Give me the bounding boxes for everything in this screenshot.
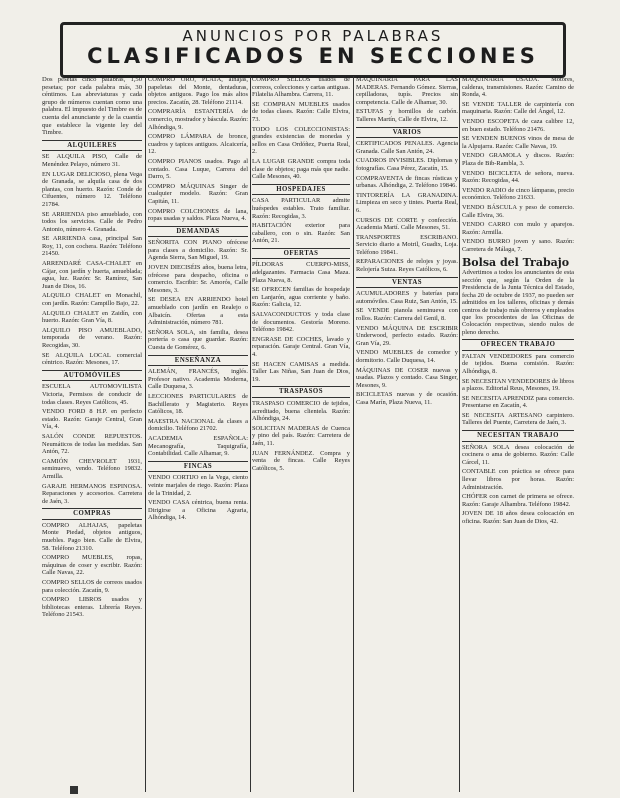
ad-item: VENDO BICICLETA de señora, nueva. Razón: Recogidas, 44. xyxy=(462,169,574,185)
ad-item: SE VENDEN BUENOS vinos de mesa de la Alpujarra. Razón: Calle Navas, 19. xyxy=(462,135,574,150)
ad-item: MAESTRA NACIONAL da clases a domicilio. Teléfono 21702. xyxy=(148,417,248,433)
ad-item: CUADROS INVISIBLES. Diplomas y fotografías. Casa Pérez, Zacatín, 15. xyxy=(356,157,458,172)
classifieds-banner xyxy=(60,22,566,78)
ad-item: REPARACIONES de relojes y joyas. Relojería Suiza. Reyes Católicos, 6. xyxy=(356,258,458,274)
ad-item: LA LUGAR GRANDE compra toda clase de objetos; paga más que nadie. Calle Mesones, 40. xyxy=(252,157,350,181)
section-heading-necesitan-trabajo: NECESITAN TRABAJO xyxy=(462,430,574,442)
ad-item: SE COMPRAN MUEBLES usados de todas clases. Razón: Calle Elvira, 73. xyxy=(252,100,350,123)
ad-item: ACUMULADORES y baterías para automóviles. Casa Ruiz, San Antón, 15. xyxy=(356,290,458,305)
column-4 xyxy=(356,76,458,792)
ad-item: COMPRO ALHAJAS, papeletas Monte Piedad, objetos antiguos, muebles. Pago bien. Calle de Elvira, 58. Teléfono 21310. xyxy=(42,521,142,552)
ad-item: ALQUILO CHALET en Monachil, con jardín. Razón: Campillo Bajo, 22. xyxy=(42,292,142,308)
ad-item: COMPRO SELLOS usados de correos, colecciones y cartas antiguas. Filatelia Alhambra. Carrera, 11. xyxy=(252,76,350,99)
section-heading-fincas: FINCAS xyxy=(148,461,248,473)
column-5 xyxy=(462,76,574,792)
ad-item: FALTAN VENDEDORES para comercio de tejidos. Buena comisión. Razón: Alhóndiga, 8. xyxy=(462,352,574,375)
ad-item: SE ARRIENDA piso amueblado, con todos los servicios. Calle de Pedro Antonio, número 4. Granada. xyxy=(42,210,142,233)
column-rule xyxy=(250,76,251,792)
ad-item: HABITACIÓN exterior para caballero, con o sin. Razón: San Antón, 21. xyxy=(252,222,350,245)
ad-item: TRASPASO COMERCIO de tejidos, acreditado, buena clientela. Razón: Alhóndiga, 24. xyxy=(252,399,350,423)
ad-item: TODO LOS COLECCIONISTAS: grandes existencias de monedas y sellos en Casa Ordóñez, Puerta Real, 2. xyxy=(252,125,350,156)
banner-line-1: ANUNCIOS POR PALABRAS xyxy=(182,27,444,45)
ad-item: MÁQUINAS DE COSER nuevas y usadas. Plazos y contado. Casa Singer, Mesones, 9. xyxy=(356,366,458,389)
ad-item: BICICLETAS nuevas y de ocasión. Casa Marín, Plaza Nueva, 11. xyxy=(356,391,458,406)
ad-item: GARAJE HERMANOS ESPINOSA. Reparaciones y accesorios. Carretera de Jaén, 3. xyxy=(42,482,142,505)
column-rule xyxy=(459,76,460,792)
ad-item: ALEMÁN, FRANCÉS, inglés. Profesor nativo. Academia Moderna, Calle Duquesa, 3. xyxy=(148,368,248,391)
ad-item: TRANSPORTES ESCRIBANO. Servicio diario a Motril, Guadix, Loja. Teléfono 19841. xyxy=(356,233,458,256)
column-rule xyxy=(353,76,354,792)
ad-item: MAQUINARIA USADA. Motores, calderas, transmisiones. Razón: Camino de Ronda, 4. xyxy=(462,76,574,99)
ad-item: VENDO CASA céntrica, buena renta. Dirigirse a Oficina Agraria, Alhóndiga, 14. xyxy=(148,499,248,522)
section-heading-traspasos: TRASPASOS xyxy=(252,386,350,398)
section-heading-compras: COMPRAS xyxy=(42,508,142,520)
column-3 xyxy=(252,76,350,792)
section-heading-demandas: DEMANDAS xyxy=(148,226,248,238)
labor-exchange-title: Bolsa del Trabajo xyxy=(462,256,570,270)
ad-item: EN LUGAR DELICIOSO, plena Vega de Granada, se alquila casa de dos plantas, con huerto. Razón: Conde de Cifuentes, número 12. Teléfono 21784. xyxy=(42,170,142,208)
ad-item: ALQUILO PISO AMUEBLADO, temporada de verano. Razón: Recogidas, 30. xyxy=(42,326,142,349)
ad-item: VENDO CARRO con mulo y aparejos. Razón: Armilla. xyxy=(462,221,574,236)
ad-item: VENDO MÁQUINA DE ESCRIBIR Underwood, perfecto estado. Razón: Gran Vía, 29. xyxy=(356,324,458,347)
ad-item: SE OFRECEN familias de hospedaje en Lanjarón, agua corriente y baño. Razón: Galicia, 12. xyxy=(252,286,350,309)
ad-item: CAMIÓN CHEVROLET 1931, seminuevo, vendo. Teléfono 19832. Armilla. xyxy=(42,457,142,480)
ad-item: ESCUELA AUTOMOVILISTA Victoria, Permisos de conducir de todas clases. Reyes Católicos, 45. xyxy=(42,383,142,406)
ad-item: CASA PARTICULAR admite huéspedes estables. Trato familiar. Razón: Recogidas, 3. xyxy=(252,197,350,220)
ad-item: JOVEN DE 18 años desea colocación en oficina. Razón: San Juan de Dios, 42. xyxy=(462,510,574,525)
ad-item: SE HACEN CAMISAS a medida. Taller Las Niñas, San Juan de Dios, 19. xyxy=(252,360,350,383)
ad-item: COMPRAVENTA de fincas rústicas y urbanas. Alhóndiga, 2. Teléfono 19846. xyxy=(356,174,458,190)
section-heading-automoviles: AUTOMÓVILES xyxy=(42,370,142,382)
column-1 xyxy=(42,76,142,792)
ad-item: SALÓN CONDE REPUESTOS. Neumáticos de todas las medidas. San Antón, 72. xyxy=(42,432,142,456)
column-rule xyxy=(145,76,146,792)
ad-item: SE DESEA EN ARRIENDO hotel amueblado con jardín en Realejo o Albaicín. Ofertas a esta Administración, número 781. xyxy=(148,296,248,327)
ad-item: ESTUFAS y hornillos de carbón. Talleres Martín, Calle de Elvira, 12. xyxy=(356,108,458,123)
ad-item: ARRENDARÉ CASA-CHALET en Cájar, con jardín y huerta, amueblada; agua, luz. Razón: Sr. Ramírez, San Juan de Dios, 16. xyxy=(42,260,142,290)
ad-item: SE ARRIENDA casa, principal San Roy, 11, con cochera. Razón: Teléfono 21450. xyxy=(42,235,142,258)
ad-item: COMPRO ORO, PLATA, alhajas, papeletas del Monte, dentaduras, objetos antiguos. Pago los más altos precios. Zacatín, 28. Teléfono 21114. xyxy=(148,76,248,106)
section-heading-varios: VARIOS xyxy=(356,127,458,139)
ad-item: SEÑORITA CON PIANO ofrécese para clases a domicilio. Razón: Sr. Agenda Sierra, San Miguel, 19. xyxy=(148,239,248,262)
ad-item: ENGRASE DE COCHES, lavado y reparación. Garaje Central. Gran Vía, 4. xyxy=(252,335,350,358)
ad-item: ALQUILO CHALET en Zaidín, con huerto. Razón: Gran Vía, 8. xyxy=(42,309,142,325)
ad-item: SE NECESITAN VENDEDORES de libros a plazos. Editorial Reus, Mesones, 19. xyxy=(462,377,574,393)
ad-item: VENDO BÁSCULA y peso de comercio. Calle Elvira, 36. xyxy=(462,203,574,219)
section-heading-alquileres: ALQUILERES xyxy=(42,140,142,152)
ad-item: COMPRO LIBROS usados y bibliotecas enteras. Librería Reyes. Teléfono 21543. xyxy=(42,596,142,619)
ad-item: VENDO FORD 8 H.P. en perfecto estado. Razón: Garaje Central, Gran Vía, 4. xyxy=(42,408,142,431)
ad-item: VENDO MUEBLES de comedor y dormitorio. Calle Duquesa, 14. xyxy=(356,349,458,364)
ad-item: SOLICITAN MADERAS de Cuenca y pino del país. Razón: Carretera de Jaén, 11. xyxy=(252,424,350,447)
ad-item: VENDO CORTIJO en la Vega, ciento veinte marjales de riego. Razón: Plaza de la Trinidad, 2. xyxy=(148,474,248,497)
ad-item: CURSOS DE CORTE y confección. Academia Martí. Calle Mesones, 51. xyxy=(356,216,458,232)
ad-item: COMPRO MÁQUINAS Singer de cualquier modelo. Razón: Gran Capitán, 11. xyxy=(148,182,248,205)
ad-item: TINTORERÍA LA GRANADINA. Limpieza en seco y tintes. Puerta Real, 6. xyxy=(356,191,458,214)
labor-exchange-notice: Advertimos a todos los anunciantes de esta sección que, según la Orden de la Presidencia de la Junta Técnica del Estado, fecha 20 de octubre de 1937, no pueden ser admitidos en los talleres, oficinas y demás centros de trabajo más obreros y empleados que los procedentes de las Oficinas de Colocación respectivas, siendo nulos de pleno derecho. xyxy=(462,269,574,336)
ad-item: VENDO BURRO joven y sano. Razón: Carretera de Málaga, 7. xyxy=(462,238,574,253)
ad-item: SEÑORA SOLA desea colocación de cocinera o ama de gobierno. Razón: Calle Cárcel, 11. xyxy=(462,443,574,466)
section-heading-ofertas: OFERTAS xyxy=(252,248,350,260)
ad-item: CHÓFER con carnet de primera se ofrece. Razón: Garaje Alhambra. Teléfono 19842. xyxy=(462,493,574,508)
section-heading-ensenanza: ENSEÑANZA xyxy=(148,355,248,367)
ad-item: COMPRARÍA ESTANTERÍA de comercio, mostrador y báscula. Razón: Alhóndiga, 9. xyxy=(148,108,248,131)
ad-item: COMPRO PIANOS usados. Pago al contado. Casa Luque, Carrera del Darro, 5. xyxy=(148,157,248,181)
ad-item: COMPRO LÁMPARA de bronce, cuadros y tapices antiguos. Alcaicería, 12. xyxy=(148,133,248,156)
ad-item: COMPRO SELLOS de correos usados para colección. Zacatín, 9. xyxy=(42,579,142,594)
rates-intro: Dos pesetas cinco palabras, 1,50 pesetas; por cada palabra más, 30 céntimos. Las abreviaturas y cada grupo de números cuentan como una palabra. El impuesto del Timbre es de cuenta del anunciante y de la cuantía que establece la vigente ley del Timbre. xyxy=(42,76,142,137)
ad-item: ACADEMIA ESPAÑOLA: Mecanografía, Taquigrafía, Contabilidad. Calle Alhamar, 9. xyxy=(148,434,248,458)
section-heading-ventas: VENTAS xyxy=(356,277,458,289)
ad-item: SE ALQUILA LOCAL comercial céntrico. Razón: Mesones, 17. xyxy=(42,351,142,367)
ad-item: SEÑORA SOLA, sin familia, desea portería o casa que guardar. Razón: Cuesta de Gomérez, 6. xyxy=(148,328,248,351)
ad-item: MAQUINARIA PARA LAS MADERAS. Fernando Gómez. Sierras, cepilladoras, tupís. Precios sin competencia. Calle de Alhamar, 30. xyxy=(356,76,458,106)
section-heading-ofrecen-trabajo: OFRECEN TRABAJO xyxy=(462,339,574,351)
ad-item: PÍLDORAS CUERPO-MISS, adelgazantes. Farmacia Casa Maza. Plaza Nueva, 8. xyxy=(252,261,350,284)
banner-line-2: CLASIFICADOS EN SECCIONES xyxy=(87,44,539,68)
ad-item: SE ALQUILA PISO, Calle de Menéndez Pelayo, número 31. xyxy=(42,153,142,168)
ad-item: VENDO ESCOPETA de caza calibre 12, en buen estado. Teléfono 21476. xyxy=(462,117,574,133)
ad-item: VENDO RADIO de cinco lámparas, precio económico. Teléfono 21633. xyxy=(462,186,574,202)
column-2 xyxy=(148,76,248,792)
ad-item: LECCIONES PARTICULARES de Bachillerato y Magisterio. Reyes Católicos, 18. xyxy=(148,392,248,416)
ad-item: SE VENDE pianola seminueva con rollos. Razón: Carrera del Genil, 8. xyxy=(356,307,458,323)
ad-item: JUAN FERNÁNDEZ. Compra y venta de fincas. Calle Reyes Católicos, 5. xyxy=(252,449,350,472)
ad-item: COMPRO MUEBLES, ropas, máquinas de coser y escribir. Razón: Calle Navas, 22. xyxy=(42,554,142,577)
ad-item: COMPRO COLCHONES de lana, ropas usadas y saldos. Plaza Nueva, 4. xyxy=(148,207,248,223)
ad-item: VENDO GRAMOLA y discos. Razón: Plaza de Bib-Rambla, 3. xyxy=(462,152,574,167)
ad-item: CERTIFICADOS PENALES. Agencia Granada. Calle San Antón, 24. xyxy=(356,140,458,155)
ad-item: SE NECESITA APRENDIZ para comercio. Presentarse en Zacatín, 4. xyxy=(462,394,574,410)
ad-item: SE VENDE TALLER de carpintería con maquinaria. Razón: Calle del Ángel, 12. xyxy=(462,100,574,116)
section-heading-hospedajes: HOSPEDAJES xyxy=(252,184,350,196)
ad-item: SE NECESITA ARTESANO carpintero. Talleres del Puente, Carretera de Jaén, 3. xyxy=(462,411,574,427)
ad-item: CONTABLE con práctica se ofrece para llevar libros por horas. Razón: Administración. xyxy=(462,468,574,491)
ad-item: JOVEN DIECISÉIS años, buena letra, ofrécese para despacho, oficina o comercio. Escribir: Sr. Amorós, Calle Mesones, 3. xyxy=(148,264,248,294)
ad-item: SALVACONDUCTOS y toda clase de documentos. Gestoría Moreno. Teléfono 19842. xyxy=(252,311,350,334)
registration-mark xyxy=(70,786,78,794)
